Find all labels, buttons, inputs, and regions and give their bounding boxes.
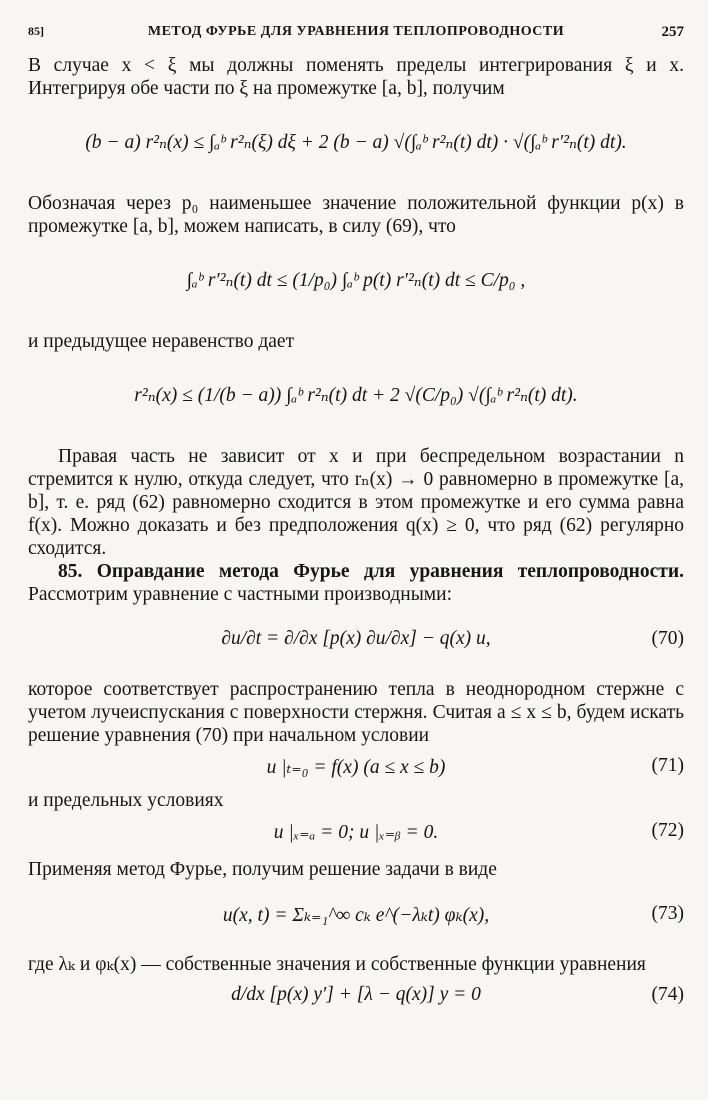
equation-expression: r²ₙ(x) ≤ (1/(b − a)) ∫ₐᵇ r²ₙ(t) dt + 2 √(C/p₀) √(∫ₐᵇ r²ₙ(t) dt). (134, 385, 578, 406)
section-heading: 85. Оправдание метода Фурье для уравнения теплопроводности. (58, 561, 684, 582)
equation-expression: u(x, t) = Σₖ₌₁^∞ cₖ e^(−λₖt) φₖ(x), (222, 905, 490, 926)
section-text: Рассмотрим уравнение с частными производными: (28, 584, 453, 605)
equation-number: (74) (651, 984, 684, 1005)
paragraph-convergence: Правая часть не зависит от x и при беспредельном возрастании n стремится к нулю, откуда следует, что rₙ(x) → 0 равномерно в промежутке [a, b], т. е. ряд (62) равномерно сходится в этом промежутке и его сумма равна f(x). Можно доказать и без предположения q(x) ≥ 0, что ряд (62) регулярно сходится. (28, 446, 684, 559)
equation-number: (70) (651, 628, 684, 649)
equation-71 (28, 747, 684, 789)
equation-expression: (b − a) r²ₙ(x) ≤ ∫ₐᵇ r²ₙ(ξ) dξ + 2 (b − a) √(∫ₐᵇ r²ₙ(t) dt) · √(∫ₐᵇ r′²ₙ(t) dt). (85, 132, 627, 153)
equation-expression: u |ₜ₌₀ = f(x) (a ≤ x ≤ b) (266, 757, 446, 778)
paragraph-eigen: где λₖ и φₖ(x) — собственные значения и собственные функции уравнения (28, 954, 646, 975)
equation-72 (28, 812, 684, 854)
book-page (28, 18, 684, 1018)
section-85-intro (28, 560, 684, 606)
paragraph-previous: и предыдущее неравенство дает (28, 331, 295, 352)
equation-expression: ∂u/∂t = ∂/∂x [p(x) ∂u/∂x] − q(x) u, (221, 628, 491, 649)
equation-inequality-3 (28, 353, 684, 445)
equation-number: (73) (651, 903, 684, 924)
equation-73 (28, 881, 684, 953)
equation-70 (28, 606, 684, 678)
equation-expression: ∫ₐᵇ r′²ₙ(t) dt ≤ (1/p₀) ∫ₐᵇ p(t) r′²ₙ(t) dt ≤ C/p₀ , (186, 270, 526, 291)
equation-expression: u |ₓ₌ₐ = 0; u |ₓ₌ᵦ = 0. (273, 822, 439, 843)
page-number: 257 (661, 24, 684, 40)
paragraph-boundary: и предельных условиях (28, 790, 224, 811)
paragraph-fourier: Применяя метод Фурье, получим решение задачи в виде (28, 859, 497, 880)
section-marker: 85] (28, 24, 44, 38)
equation-expression: d/dx [p(x) y′] + [λ − q(x)] y = 0 (231, 984, 481, 1005)
equation-inequality-2 (28, 238, 684, 330)
running-title: МЕТОД ФУРЬЕ ДЛЯ УРАВНЕНИЯ ТЕПЛОПРОВОДНОСТИ (147, 24, 565, 39)
paragraph-heat: которое соответствует распространению тепла в неоднородном стержне с учетом лучеиспускания с поверхности стержня. Считая a ≤ x ≤ b, будем искать решение уравнения (70) при начальном условии (28, 679, 684, 746)
equation-number: (71) (651, 755, 684, 776)
paragraph-integration: В случае x < ξ мы должны поменять пределы интегрирования ξ и x. Интегрируя обе части по ξ на промежутке [a, b], получим (28, 55, 684, 99)
paragraph-p0: Обозначая через p₀ наименьшее значение положительной функции p(x) в промежутке [a, b], можем написать, в силу (69), что (28, 193, 684, 237)
equation-inequality-1 (28, 100, 684, 192)
running-header (28, 18, 684, 46)
equation-number: (72) (651, 820, 684, 841)
equation-74 (28, 976, 684, 1018)
